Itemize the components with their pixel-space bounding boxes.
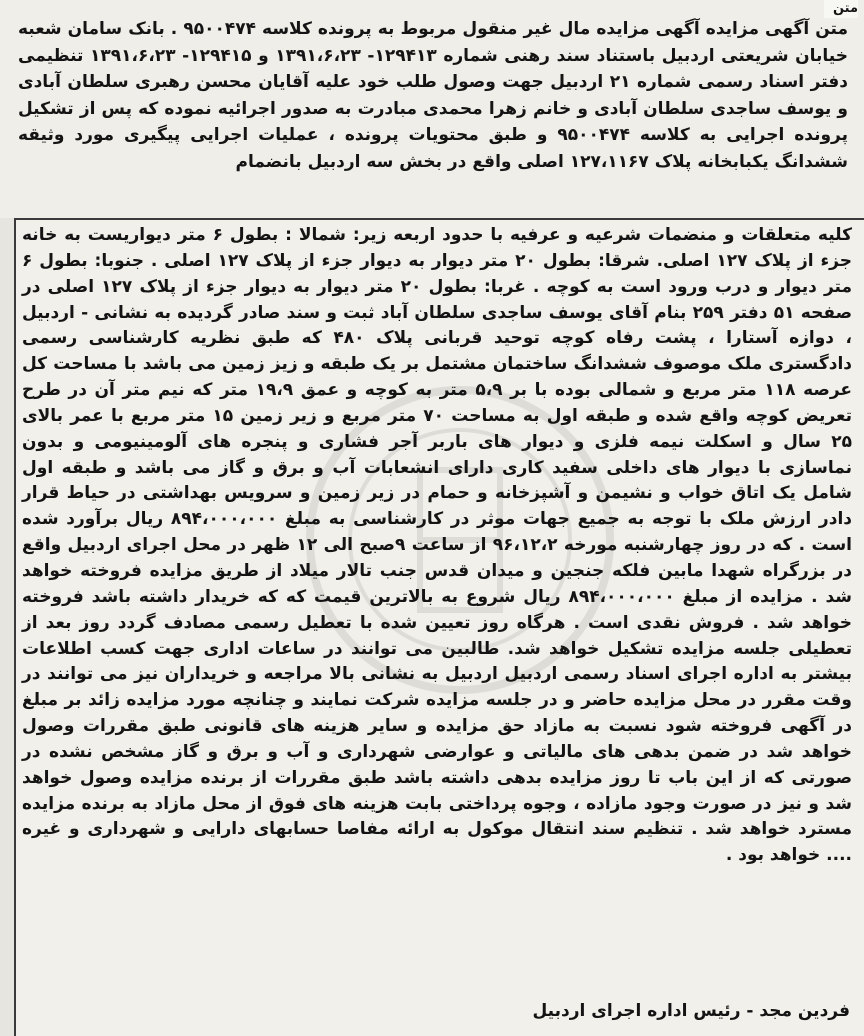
body-paragraph: کلیه متعلقات و منضمات شرعیه و عرفیه با حدود اربعه زیر: شمالا : بطول ۶ متر دیواریست به خانه جزء از پلاک ۱۲۷ اصلی. شرقا: بطول ۲۰ متر دیوار به دیوار جزء از پلاک ۱۲۷ اصلی . جنوبا: بطول ۶ متر دیوار و درب ورود است به کوچه . غربا: بطول ۲۰ متر دیوار به دیوار جزء از پلاک ۱۲۷ اصلی در صفحه ۵۱ دفتر ۲۵۹ بنام آقای یوسف ساجدی سلطان آباد ثبت و سند صادر گردیده به نشانی - اردبیل ، دوازه آستارا ، پشت رفاه کوچه توحید قربانی پلاک ۴۸۰ که طبق نظریه کارشناسی رسمی دادگستری ملک موصوف ششدانگ ساختمان مشتمل بر یک طبقه و زیز زمین می باشد با مساحت کل عرصه ۱۱۸ متر مربع و شمالی بوده با بر ۵،۹ متر به کوچه و عمق ۱۹،۹ متر که نیم متر آن در طرح تعریض کوچه واقع شده و طبقه اول به مساحت ۷۰ متر مربع و زیر زمین ۱۵ متر مربع با عمر بالای ۲۵ سال و اسکلت نیمه فلزی و دیوار های باربر آجر فشاری و پنجره های آلومینیومی و بدون نماسازی با دیوار های داخلی سفید کاری دارای انشعابات آب و برق و گاز می باشد و طبقه اول شامل یک اتاق خواب و نشیمن و آشپزخانه و حمام در زیر زمین و سرویس بهداشتی در حیاط قرار دادر ارزش ملک با توجه به جمیع جهات موثر در کارشناسی به مبلغ ۸۹۴،۰۰۰،۰۰۰ ریال برآورد شده است . که در روز چهارشنبه مورخه ۹۶،۱۲،۲ از ساعت ۹صبح الی ۱۲ ظهر در محل اجرای اردبیل واقع در بزرگراه شهدا مابین فلکه جنجین و میدان قدس جنب تالار میلاد از طریق مزایده فروخته خواهد شد . مزایده از مبلغ ۸۹۴،۰۰۰،۰۰۰ ریال شروع به بالاترین قیمت که که خریدار داشته باشد فروخته خواهد شد . فروش نقدی است . هرگاه روز تعیین شده با تعطیل رسمی مصادف گردد روز بعد از تعطیلی جلسه مزایده تشکیل خواهد شد. طالبین می توانند در ساعات اداری جهت کسب اطلاعات بیشتر به اداره اجرای اسناد رسمی اردبیل اردبیل به نشانی بالا مراجعه و خریداران نیز می توانند در وقت مقرر در محل مزایده حاضر و در جلسه مزایده شرکت نمایند و چنانچه مورد مزایده زائد بر مبلغ در آگهی فروخته شود نسبت به مازاد حق مزایده و سایر هزینه های قانونی طبق مقررات وصول خواهد شد در ضمن بدهی های مالیاتی و عوارضی شهرداری و آب و برق و گاز مشخص نشده در صورتی که از این باب تا روز مزایده بدهی داشته باشد طبق مقررات از برنده مزایده وصول خواهد شد و نیز در صورت وجود مازاده ، وجوه پرداختی بابت هزینه های فوق از محل مازاد به برنده مزایده مسترد خواهد شد . تنظیم سند انتقال موکول به ارائه مفاصا حسابهای دارایی و شهرداری و غیره .... خواهد بود . bbox=[22, 225, 853, 866]
intro-paragraph: متن آگهی مزایده آگهی مزایده مال غیر منقول مربوط به پرونده کلاسه ۹۵۰۰۴۷۴ . بانک سامان شعبه خیابان شریعتی اردبیل باستناد سند رهنی شماره ۱۲۹۴۱۳- ۱۳۹۱،۶،۲۳ و ۱۲۹۴۱۵- ۱۳۹۱،۶،۲۳ تنظیمی دفتر اسناد رسمی شماره ۲۱ اردبیل جهت وصول طلب خود علیه آقایان محسن رهبری سلطان آبادی و یوسف ساجدی سلطان آبادی و خانم زهرا محمدی مبادرت به صدور اجرائیه نموده که پس از تشکیل پرونده اجرایی به کلاسه ۹۵۰۰۴۷۴ و طبق محتویات پرونده ، عملیات اجرایی پیگیری مورد وثیقه ششدانگ یکبابخانه پلاک ۱۲۷،۱۱۶۷ اصلی واقع در بخش سه اردبیل بانضمام bbox=[18, 19, 848, 172]
column-divider bbox=[0, 218, 16, 1036]
notice-header-block bbox=[0, 0, 864, 220]
corner-label: متن bbox=[824, 0, 858, 18]
notice-body-text bbox=[22, 223, 852, 869]
notice-intro-text bbox=[18, 16, 848, 175]
signature-line: فردین مجد - رئیس اداره اجرای اردبیل bbox=[532, 1001, 850, 1021]
